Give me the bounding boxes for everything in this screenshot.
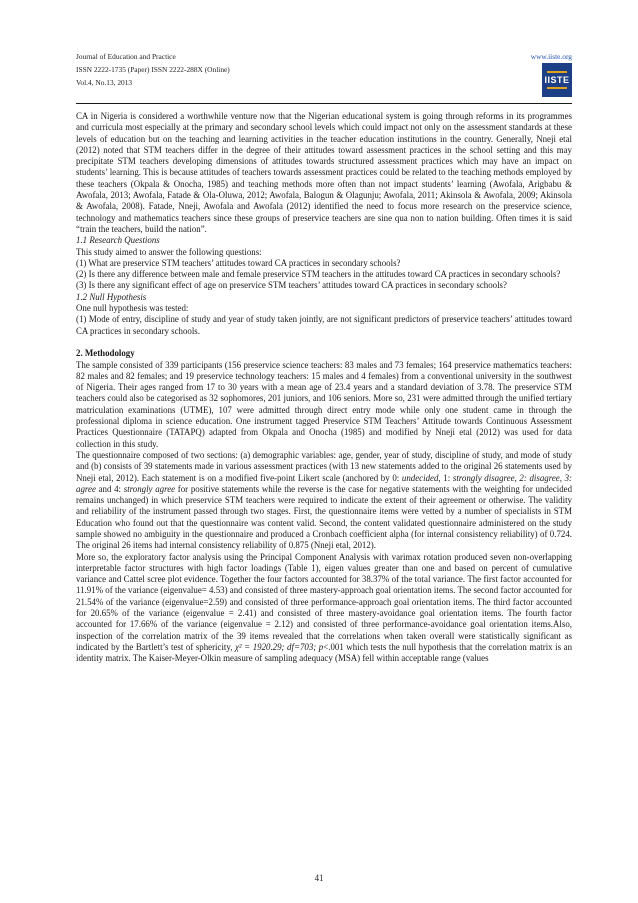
- research-question-1: (1) What are preservice STM teachers’ attitudes toward CA practices in secondary schools?: [76, 257, 401, 268]
- text-run-italic: strongly disagree, 2: disagree, 3: agree: [76, 472, 573, 494]
- article-body: [76, 111, 572, 665]
- page-number: 41: [314, 873, 324, 883]
- research-question-2: (2) Is there any difference between male and female preservice STM teachers in the attitudes toward CA practices in secondary schools?: [76, 269, 561, 280]
- text-run: and 4:: [95, 483, 124, 494]
- text-run-italic: χ² = 1920.29; df=703; p: [235, 641, 324, 652]
- journal-name: Journal of Education and Practice: [76, 52, 176, 61]
- null-hypothesis-intro: One null hypothesis was tested:: [76, 303, 189, 314]
- research-questions-intro: This study aimed to answer the following questions:: [76, 246, 262, 257]
- methodology-paragraph-2: [76, 450, 572, 552]
- text-run: for positive statements while the reverse is the case for negative statements with the weighting for undecided remains unchanged) in which preservice STM teachers were required to indicate the extent of their agreement or otherwise. The validity and reliability of the instrument passed through two stages. First, the questionnaire items were vetted by a number of specialists in STM Education who found out that the questionnaire was content valid. Second, the content validated questionnaire administered on the study sample showed no ambiguity in the questionnaire and produced a Cronbach coefficient alpha (for internal consistency reliability) of 0.724. The original 26 items had internal consistency reliability of 0.875 (Nneji etal, 2012).: [76, 483, 573, 551]
- methodology-paragraph-3: [76, 552, 572, 665]
- journal-issn: ISSN 2222-1735 (Paper) ISSN 2222-288X (Online): [76, 65, 230, 74]
- text-run-italic: undecided: [401, 472, 439, 483]
- journal-url-link[interactable]: www.iiste.org: [530, 52, 572, 61]
- spacer: [76, 337, 572, 348]
- journal-volume: Vol.4, No.13, 2013: [76, 78, 133, 87]
- page: [76, 50, 573, 664]
- text-run: , 1:: [438, 472, 453, 483]
- text-run: More so, the exploratory factor analysis using the Principal Component Analysis with varimax rotation produced seven non-overlapping interpretable factor structures with high factor loadings (Table 1), eigen values greater than one and based on percent of cumulative variance and Cattel scree plot evidence. Together the four factors accounted for 38.37% of the total variance. The first factor accounted for 11.91% of the variance (eigenvalue= 4.53) and consisted of three mastery-approach goal orientation items. The second factor accounted for 21.54% of the variance (eigenvalue=2.59) and consisted of three performance-approach goal orientation items. The third factor accounted for 20.65% of the variance (eigenvalue = 2.41) and consisted of three mastery-avoidance goal orientation items. The fourth factor accounted for 17.66% of the variance (eigenvalue = 2.12) and consisted of three performance-avoidance goal orientation items.Also, inspection of the correlation matrix of the 39 items revealed that the correlations when taken overall were statistically significant as indicated by the Bartlett’s test of sphericity,: [76, 551, 572, 652]
- logo-bar: [547, 87, 567, 89]
- logo-bar: [547, 71, 567, 73]
- section-heading-methodology: 2. Methodology: [76, 348, 135, 359]
- journal-header: [76, 50, 572, 102]
- text-run: The questionnaire composed of two sections: (a) demographic variables: age, gender, year of study, discipline of study, and mode of study and (b) consists of 39 statements made in various assessment practices (with 13 new statements added to the original 26 statements used by Nneji etal, 2012). Each statement is on a modified five-point Likert scale (anchored by 0:: [76, 449, 572, 483]
- text-run-italic: strongly agree: [123, 483, 176, 494]
- header-divider: [76, 103, 572, 104]
- iiste-logo: [542, 63, 572, 97]
- intro-paragraph: CA in Nigeria is considered a worthwhile venture now that the Nigerian educational system is going through reforms in its programmes and curricula most especially at the primary and secondary school levels which could impact not only on the assessment standards at these levels of education but on the teaching and learning activities in the teacher education institutions in the country. Generally, Nneji etal (2012) noted that STM teachers differ in the degree of their attitudes toward assessment practices in the school setting and this may precipitate STM teachers developing dimensions of attitudes towards structured assessment practices which may have an impact on students’ learning. This is because attitudes of teachers towards assessment practices could be related to the teaching methods employed by these teachers (Okpala & Onocha, 1985) and teaching methods more often than not impact students’ learning (Awofala, Arigbabu & Awofala, 2013; Awofala, Fatade & Ola-Oluwa, 2012; Awofala, Balogun & Olagunju; Awofala, 2011; Akinsola & Awofala, 2009; Akinsola & Awofala, 2008). Fatade, Nneji, Awofala and Awofala (2012) identified the need to focus more research on the preservice science, technology and mathematics teachers since these groups of preservice teachers are sine qua non to nation building. Often times it is said “train the teachers, build the nation”.: [76, 111, 572, 234]
- section-heading-research-questions: 1.1 Research Questions: [76, 235, 160, 246]
- null-hypothesis-1: (1) Mode of entry, discipline of study and year of study taken jointly, are not significant predictors of preservice teachers’ attitudes toward CA practices in secondary schools.: [76, 314, 572, 336]
- section-heading-null-hypothesis: 1.2 Null Hypothesis: [76, 291, 147, 302]
- logo-text: IISTE: [544, 75, 570, 85]
- methodology-paragraph-1: The sample consisted of 339 participants (156 preservice science teachers: 83 males and 73 females; 164 preservice mathematics teachers: 82 males and 82 females; and 19 preservice technology teachers: 15 males and 4 females) from a conventional university in the southwest of Nigeria. Their ages ranged from 17 to 30 years with a mean age of 23.4 years and a standard deviation of 3.78. The preservice STM teachers could also be categorised as 32 sophomores, 201 juniors, and 106 seniors. More so, 231 were admitted through the unified tertiary matriculation examinations (UTME), 107 were admitted through direct entry mode while only one student came in through the professional diploma in science education. One instrument tagged Preservice STM Teachers’ Attitude towards Continuous Assessment Practices Questionnaire (TATAPQ) adapted from Okpala and Onocha (1985) and modified by Nneji etal (2012) was used for data collection in this study.: [76, 359, 572, 449]
- text-run: <.001 which tests the null hypothesis that the correlation matrix is an identity matrix. The Kaiser-Meyer-Olkin measure of sampling adequacy (MSA) fell within acceptable range (values: [76, 641, 573, 664]
- research-question-3: (3) Is there any significant effect of age on preservice STM teachers’ attitudes toward CA practices in secondary schools?: [76, 280, 507, 291]
